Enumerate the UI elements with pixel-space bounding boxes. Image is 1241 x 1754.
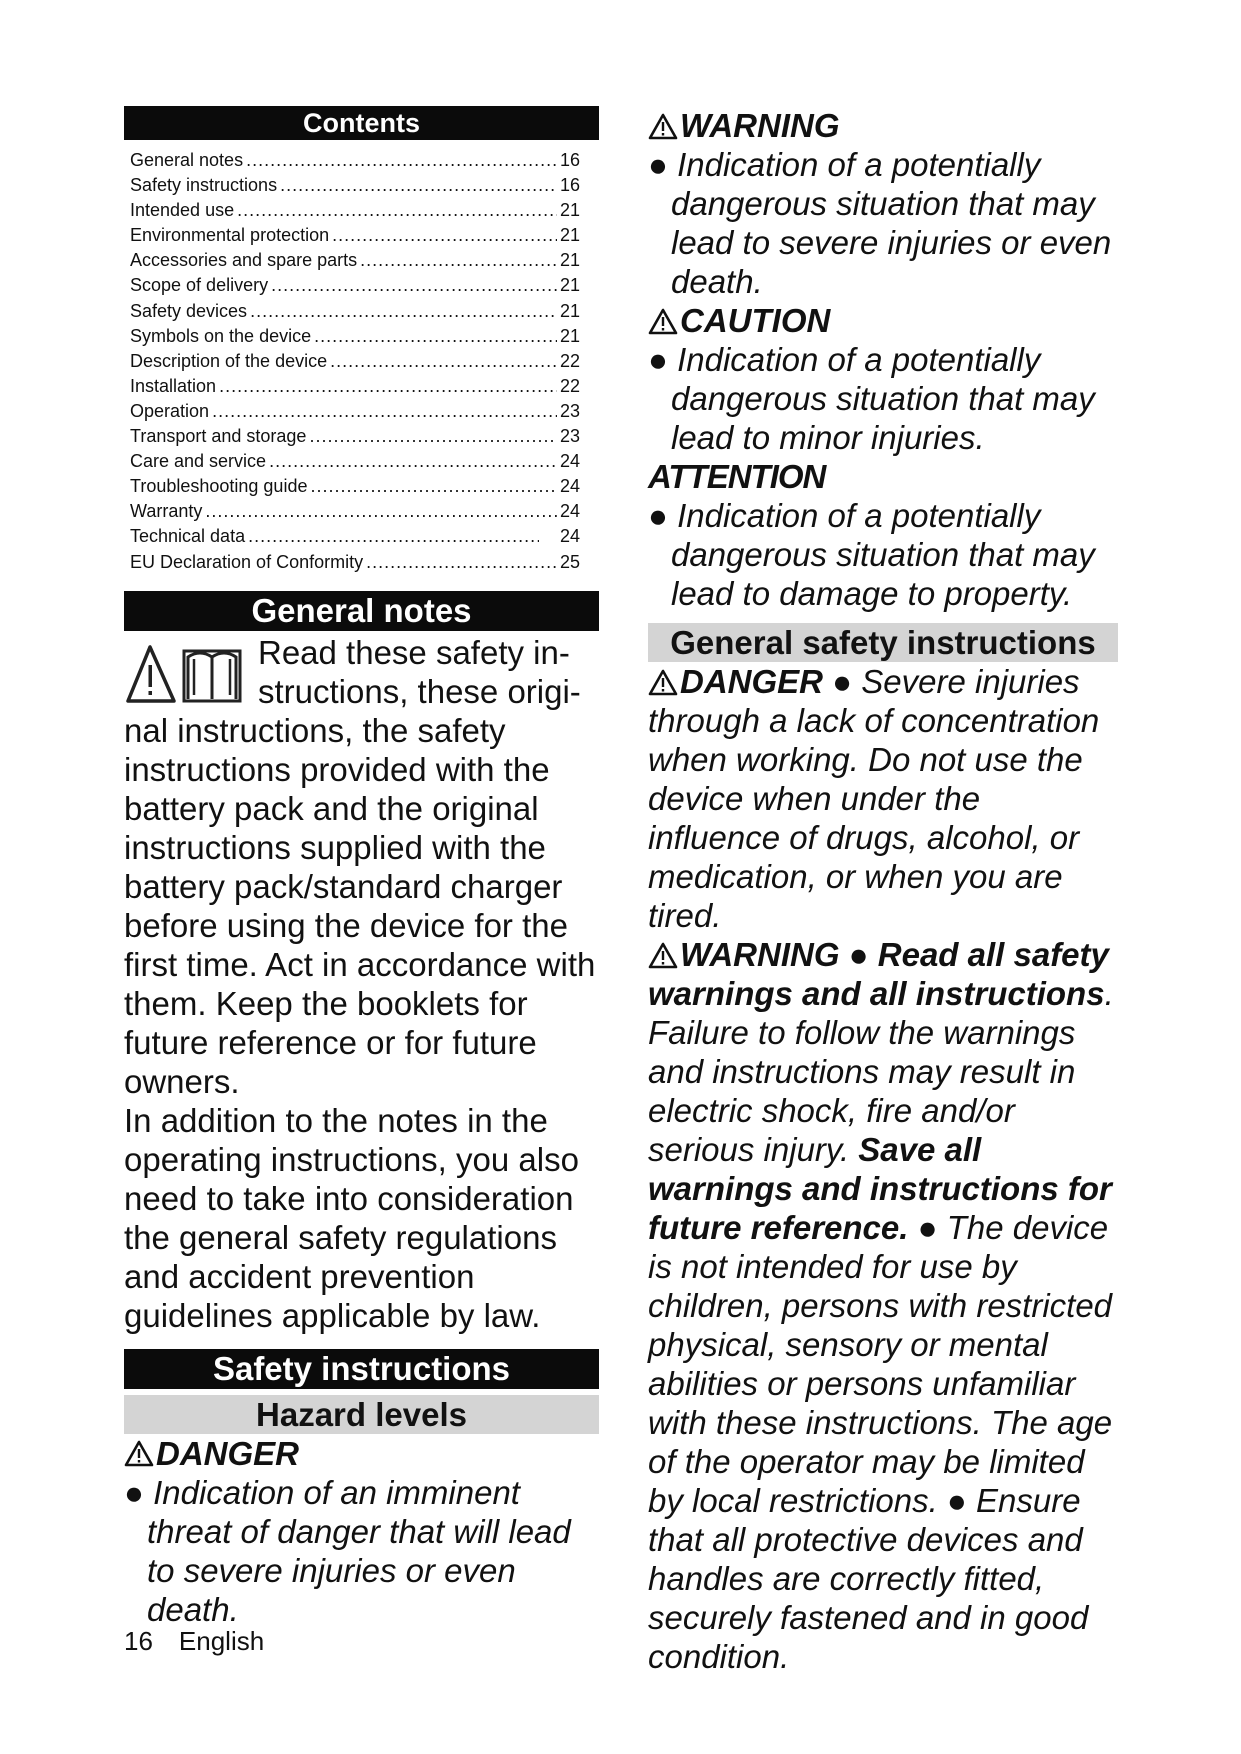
toc-entry <box>130 248 580 273</box>
toc-entry <box>130 399 580 424</box>
toc-leader-dots <box>248 524 539 549</box>
attention-level-title: ATTENTION <box>648 458 826 495</box>
toc-entry-page: 23 <box>559 426 580 447</box>
toc-entry-page: 22 <box>559 375 580 396</box>
footer-language: English <box>178 1626 265 1656</box>
warning-triangle-icon <box>648 941 678 969</box>
toc-leader-dots <box>366 550 557 575</box>
toc-entry-label: Troubleshooting guide <box>130 476 308 497</box>
toc-leader-dots <box>309 424 557 449</box>
page-footer <box>124 1626 290 1657</box>
right-column <box>648 106 1118 1676</box>
toc-entry-label: Accessories and spare parts <box>130 250 358 271</box>
toc-entry-page: 21 <box>559 250 580 271</box>
toc-entry-page: 21 <box>559 300 580 321</box>
toc-leader-dots <box>212 399 557 424</box>
table-of-contents <box>130 148 599 575</box>
toc-entry-label: Warranty <box>130 501 203 522</box>
toc-entry <box>130 173 580 198</box>
toc-entry-label: Operation <box>130 400 210 421</box>
danger-text: ● Severe injuries through a lack of concentration when working. Do not use the device when under the influence of drugs, alcohol, or medication, or when you are tired. <box>648 663 1100 934</box>
toc-leader-dots <box>332 223 557 248</box>
toc-leader-dots <box>205 499 557 524</box>
toc-entry-page: 21 <box>559 325 580 346</box>
hazard-levels-heading: Hazard levels <box>124 1395 599 1434</box>
general-notes-para2: In addition to the notes in the operating instructions, you also need to take into consideration the general safety regulations and accident prevention guidelines applicable by law. <box>124 1101 579 1334</box>
warning-triangle-icon <box>124 1439 154 1467</box>
safety-instructions-heading: Safety instructions <box>124 1349 599 1389</box>
warning-triangle-icon <box>648 112 678 140</box>
general-notes-intro <box>124 633 599 1101</box>
toc-entry-label: EU Declaration of Conformity <box>130 551 364 572</box>
toc-entry <box>130 223 580 248</box>
warning-and-manual-icon <box>124 639 250 709</box>
warning-level-text: ● Indication of a potentially dangerous situation that may lead to severe injuries or even death. <box>648 146 1112 300</box>
toc-entry-label: Installation <box>130 375 217 396</box>
general-notes-heading: General notes <box>124 591 599 631</box>
toc-entry <box>130 449 580 474</box>
toc-entry-label: Description of the device <box>130 350 328 371</box>
toc-entry-page: 16 <box>559 150 580 170</box>
toc-entry-page: 24 <box>559 451 580 472</box>
toc-leader-dots <box>360 248 557 273</box>
warning-level-title: WARNING <box>648 106 1118 145</box>
toc-leader-dots <box>250 299 557 324</box>
toc-entry <box>130 374 580 399</box>
danger-label: DANGER <box>680 663 824 700</box>
toc-entry <box>130 524 580 549</box>
toc-entry-page: 23 <box>559 400 580 421</box>
toc-leader-dots <box>330 349 557 374</box>
toc-entry-label: Scope of delivery <box>130 275 269 296</box>
toc-entry-page: 24 <box>559 501 580 522</box>
warning-triangle-icon <box>648 307 678 335</box>
toc-entry <box>130 324 580 349</box>
toc-entry-page: 22 <box>559 350 580 371</box>
toc-entry <box>130 474 580 499</box>
danger-level-title: DANGER <box>124 1434 599 1473</box>
toc-entry-page: 21 <box>559 225 580 246</box>
danger-level-text: ● Indication of an imminent threat of danger that will lead to severe injuries or even death. <box>124 1473 571 1628</box>
page-number: 16 <box>124 1626 153 1656</box>
toc-entry-label: Safety instructions <box>130 175 278 196</box>
toc-entry-page: 24 <box>559 526 580 547</box>
left-column <box>124 106 599 1629</box>
warning-text: . Failure to follow the warnings and instructions may result in electric shock, fire and/or serious injury. <box>648 975 1114 1168</box>
toc-entry <box>130 349 580 374</box>
toc-entry <box>130 299 580 324</box>
toc-entry-label: Intended use <box>130 200 235 221</box>
intro-rest: nal instructions, the safety instructions provided with the battery pack and the original instructions supplied with the battery pack/standard charger before using the device for the first time. Act in accordance with them. Keep the booklets for future reference or for future owners. <box>124 711 596 1100</box>
intro-line-2: structions, these origi- <box>258 672 581 710</box>
toc-entry <box>130 148 580 173</box>
toc-entry <box>130 424 580 449</box>
toc-entry <box>130 273 580 298</box>
toc-entry-page: 21 <box>559 275 580 296</box>
toc-leader-dots <box>246 148 557 173</box>
toc-entry-label: Environmental protection <box>130 225 330 246</box>
toc-leader-dots <box>271 273 557 298</box>
general-safety-text <box>648 662 1118 1676</box>
toc-entry <box>130 198 580 223</box>
toc-entry-label: Technical data <box>130 526 246 547</box>
toc-entry-page: 21 <box>559 200 580 221</box>
toc-leader-dots <box>219 374 557 399</box>
toc-leader-dots <box>237 198 557 223</box>
toc-entry <box>130 550 580 575</box>
toc-entry-label: General notes <box>130 150 244 170</box>
intro-line-1: Read these safety in- <box>258 633 570 671</box>
toc-leader-dots <box>269 449 557 474</box>
toc-entry-page: 16 <box>559 175 580 196</box>
attention-level-text: ● Indication of a potentially dangerous situation that may lead to damage to property. <box>648 497 1095 612</box>
contents-heading: Contents <box>124 106 599 140</box>
toc-entry-label: Care and service <box>130 451 267 472</box>
toc-entry-page: 25 <box>559 551 580 572</box>
toc-entry-page: 24 <box>559 476 580 497</box>
warning-triangle-icon <box>648 668 678 696</box>
caution-level-text: ● Indication of a potentially dangerous situation that may lead to minor injuries. <box>648 341 1095 456</box>
general-safety-heading: General safety instructions <box>648 623 1118 662</box>
toc-leader-dots <box>280 173 557 198</box>
toc-entry-label: Safety devices <box>130 300 248 321</box>
toc-entry-label: Symbols on the device <box>130 325 312 346</box>
toc-entry-label: Transport and storage <box>130 426 307 447</box>
toc-leader-dots <box>314 324 557 349</box>
caution-level-title: CAUTION <box>648 301 1118 340</box>
warning-label: WARNING <box>680 936 840 973</box>
save-instructions-bold: Save all warnings and instructions for future reference. <box>648 1131 1112 1246</box>
general-safety-rest: ● The device is not intended for use by children, persons with restricted physical, sensory or mental abilities or persons unfamiliar with these instructions. The age of the operator may be limited by local restrictions. ● Ensure that all protective devices and handles are correctly fitted, securely fastened and in good condition. <box>648 1209 1113 1675</box>
toc-entry <box>130 499 580 524</box>
toc-leader-dots <box>310 474 557 499</box>
warning-bold-text: ● Read all safety warnings and all instructions <box>648 936 1109 1012</box>
